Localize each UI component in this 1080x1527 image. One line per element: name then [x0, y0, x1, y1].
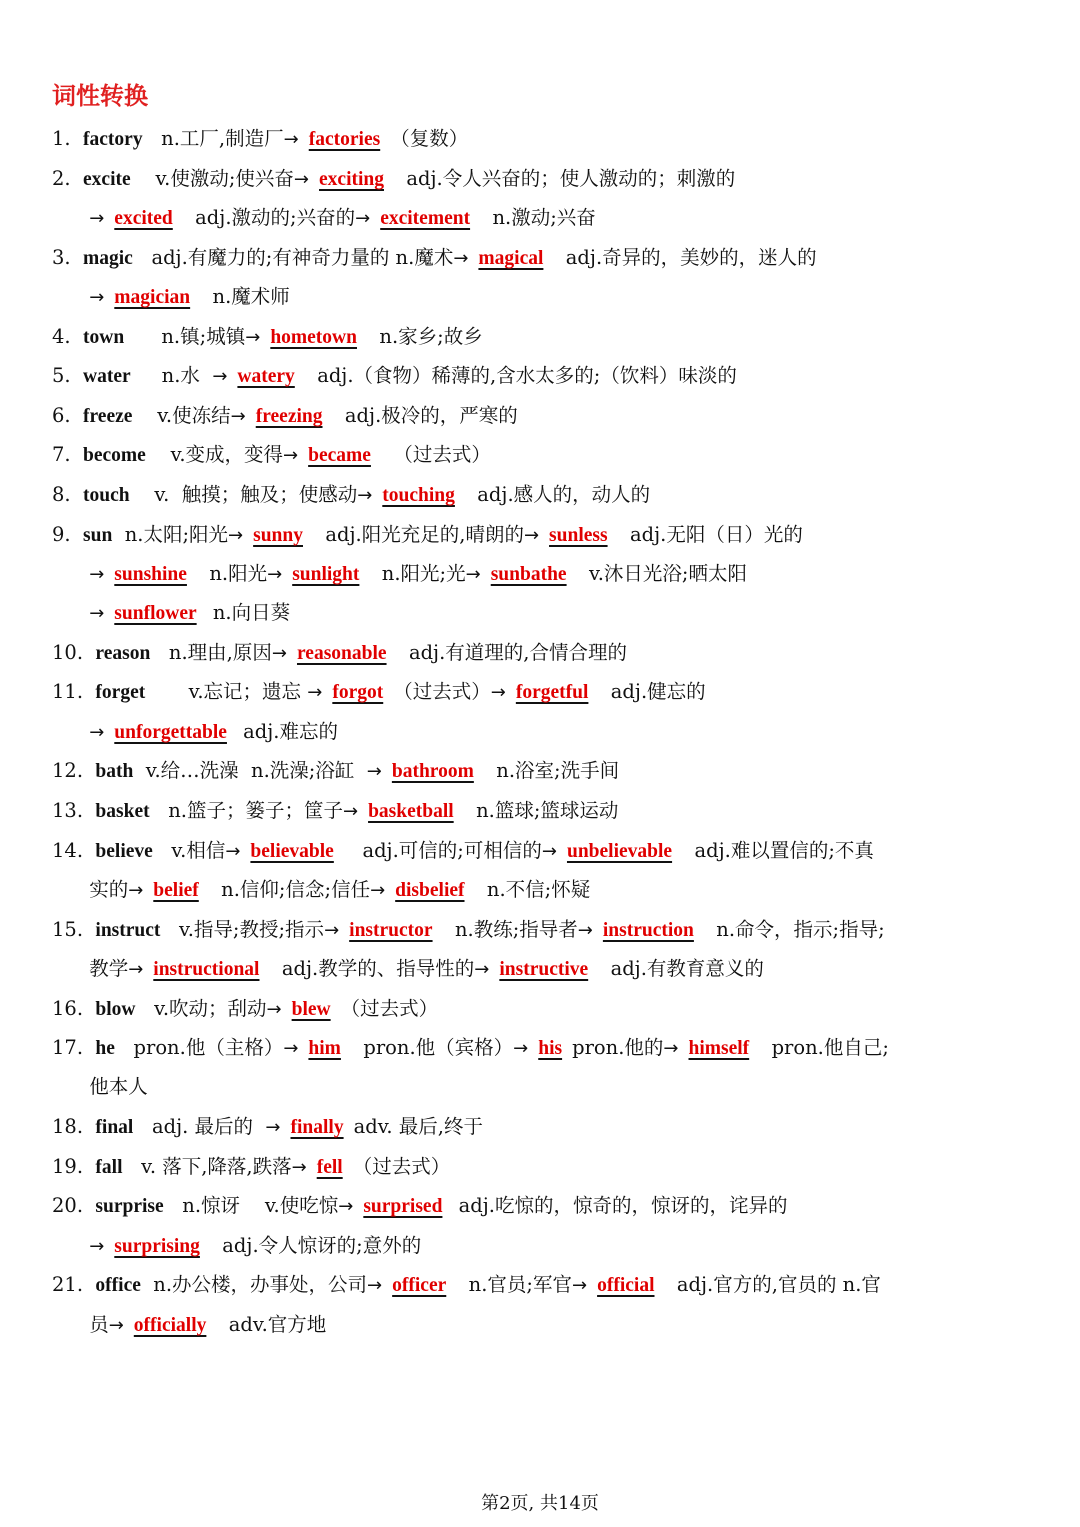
headword: bath [95, 761, 134, 782]
arrow-icon: → [108, 1315, 124, 1336]
answer-word: instruction [602, 920, 694, 941]
arrow-icon: → [490, 682, 506, 703]
line-text: n.惊讶 v.使吃惊 [163, 1194, 339, 1217]
line-text: n.不信;怀疑 [474, 878, 591, 901]
answer-word: surprised [363, 1196, 443, 1217]
headword: sun [83, 525, 113, 546]
answer-word: instructor [349, 920, 433, 941]
arrow-icon: → [283, 129, 299, 150]
answer-word: fell [316, 1157, 343, 1178]
answer-word: disbelief [395, 880, 465, 901]
headword: surprise [95, 1196, 164, 1217]
headword: factory [83, 129, 143, 150]
headword: excite [83, 169, 131, 190]
line-text: （复数） [390, 127, 469, 150]
answer-word: unbelievable [566, 841, 673, 862]
answer-word: instructive [499, 959, 589, 980]
line-text: v.沐日光浴;晒太阳 [576, 562, 747, 585]
answer-word: sunshine [114, 564, 187, 585]
line-text: v.吹动；刮动 [135, 997, 267, 1020]
line-text: 实的 [52, 878, 129, 901]
entry-line [52, 1234, 421, 1259]
entry-line [52, 483, 650, 508]
line-text: adv. 最后,终于 [353, 1115, 484, 1138]
arrow-icon: → [265, 1117, 281, 1138]
answer-word: blew [291, 999, 331, 1020]
headword: water [83, 366, 131, 387]
line-text: 14. [52, 839, 96, 862]
answer-word: sunny [253, 525, 303, 546]
entry-line [52, 1115, 483, 1140]
line-text: adj.令人惊讶的;意外的 [209, 1234, 422, 1257]
headword: he [95, 1038, 115, 1059]
line-text: adj.有教育意义的 [598, 957, 764, 980]
answer-word: forgot [332, 682, 384, 703]
arrow-icon: → [357, 485, 373, 506]
arrow-icon: → [89, 603, 105, 624]
line-text: n.镇;城镇 [124, 325, 246, 348]
line-text: 12. [52, 759, 96, 782]
line-text: n.命令，指示;指导; [703, 918, 885, 941]
line-text: pron.他的 [572, 1036, 664, 1059]
line-text: （过去式） [352, 1155, 451, 1178]
entry-line [52, 1075, 148, 1099]
line-text: v.相信 [152, 839, 226, 862]
line-text: v.使激动;使兴奋 [130, 167, 294, 190]
answer-word: bathroom [391, 761, 474, 782]
arrow-icon: → [225, 841, 241, 862]
line-text: adj.阳光充足的,晴朗的 [313, 523, 524, 546]
entry-line [52, 325, 483, 350]
entry-line [52, 839, 874, 864]
line-text: 18. [52, 1115, 96, 1138]
answer-word: sunlight [292, 564, 360, 585]
entry-line [52, 918, 885, 943]
line-text: n.篮球;篮球运动 [463, 799, 619, 822]
arrow-icon: → [577, 920, 593, 941]
line-text: n.官员;军官 [456, 1273, 572, 1296]
line-text: n.阳光;光 [369, 562, 466, 585]
line-text: pron.他（主格） [114, 1036, 284, 1059]
line-text: adj.健忘的 [598, 680, 706, 703]
line-text: v.使冻结 [132, 404, 231, 427]
line-text: 17. [52, 1036, 96, 1059]
arrow-icon: → [212, 366, 228, 387]
entry-line [52, 799, 618, 824]
answer-word: basketball [368, 801, 454, 822]
line-text: adj.可信的;可相信的 [343, 839, 542, 862]
arrow-icon: → [342, 801, 359, 822]
headword: town [83, 327, 125, 348]
line-text: 15. [52, 918, 96, 941]
entry-line [52, 1155, 450, 1180]
arrow-icon: → [228, 525, 244, 546]
line-text: 8. [52, 483, 84, 506]
line-text: adj.难忘的 [236, 720, 339, 743]
line-text: 3. [52, 246, 84, 269]
answer-word: him [308, 1038, 341, 1059]
page-title: 词性转换 [52, 81, 148, 110]
line-text: 19. [52, 1155, 96, 1178]
line-text: v. 触摸；触及；使感动 [129, 483, 358, 506]
line-text: 4. [52, 325, 84, 348]
answer-word: exciting [319, 169, 384, 190]
arrow-icon: → [230, 406, 246, 427]
headword: final [95, 1117, 134, 1138]
entry-line [52, 720, 338, 745]
headword: office [95, 1275, 141, 1296]
answer-word: officially [133, 1315, 207, 1336]
arrow-icon: → [370, 880, 386, 901]
answer-word: instructional [153, 959, 260, 980]
entry-line [52, 562, 747, 587]
headword: magic [83, 248, 133, 269]
entry-line [52, 206, 596, 231]
arrow-icon: → [89, 1236, 105, 1257]
answer-word: surprising [114, 1236, 200, 1257]
answer-word: sunflower [114, 603, 197, 624]
headword: fall [95, 1157, 123, 1178]
entry-line [52, 997, 438, 1022]
line-text: n.太阳;阳光 [112, 523, 229, 546]
line-text: adj.官方的,官员的 n.官 [664, 1273, 881, 1296]
line-text: n.家乡;故乡 [366, 325, 483, 348]
line-text: v.变成，变得 [145, 443, 284, 466]
arrow-icon: → [366, 761, 382, 782]
line-text: 10. [52, 641, 96, 664]
line-text: 20. [52, 1194, 96, 1217]
answer-word: excitement [380, 208, 471, 229]
line-text: n.向日葵 [206, 601, 291, 624]
answer-word: freezing [255, 406, 323, 427]
line-text: n.教练;指导者 [442, 918, 578, 941]
arrow-icon: → [465, 564, 481, 585]
line-text: 5. [52, 364, 84, 387]
arrow-icon: → [663, 1038, 679, 1059]
arrow-icon: → [513, 1038, 529, 1059]
line-text: n.浴室;洗手间 [483, 759, 620, 782]
entry-line [52, 167, 735, 192]
line-text: adj.难以置信的;不真 [682, 839, 874, 862]
line-text: 11. [52, 680, 96, 703]
arrow-icon: → [89, 564, 105, 585]
line-text: adj.有道理的,合情合理的 [396, 641, 627, 664]
line-text: adj.无阳（日）光的 [617, 523, 803, 546]
entry-line [52, 364, 737, 389]
arrow-icon: → [291, 1157, 307, 1178]
arrow-icon: → [271, 643, 287, 664]
answer-word: unforgettable [114, 722, 227, 743]
line-text: adj.极冷的，严寒的 [332, 404, 518, 427]
answer-word: reasonable [296, 643, 387, 664]
line-text: （过去式） [393, 680, 491, 703]
line-text: v.给…洗澡 n.洗澡;浴缸 [133, 759, 367, 782]
line-text: v.指导;教授;指示 [160, 918, 325, 941]
page-footer: 第2页, 共14页 [481, 1493, 599, 1514]
entry-line [52, 285, 290, 310]
arrow-icon: → [89, 287, 105, 308]
entry-line [52, 443, 491, 468]
line-text: 9. [52, 523, 84, 546]
entry-line [52, 957, 764, 982]
entry-line [52, 1313, 326, 1338]
arrow-icon: → [541, 841, 557, 862]
line-text: 13. [52, 799, 96, 822]
answer-word: finally [290, 1117, 344, 1138]
line-text: adj.教学的、指导性的 [269, 957, 475, 980]
answer-word: sunless [549, 525, 608, 546]
answer-word: excited [114, 208, 173, 229]
line-text: n.办公楼，办事处，公司 [140, 1273, 368, 1296]
line-text: n.激动;兴奋 [480, 206, 596, 229]
arrow-icon: → [324, 920, 340, 941]
line-text [52, 601, 89, 624]
line-text: adj.感人的，动人的 [464, 483, 651, 506]
line-text [52, 562, 89, 585]
arrow-icon: → [267, 564, 283, 585]
line-text: 他本人 [52, 1075, 148, 1098]
entry-line [52, 1194, 788, 1219]
line-text: n.魔术师 [200, 285, 290, 308]
arrow-icon: → [355, 208, 371, 229]
entry-line [52, 878, 590, 903]
line-text: pron.他（宾格） [350, 1036, 514, 1059]
arrow-icon: → [367, 1275, 383, 1296]
line-text: n.篮子；篓子；筐子 [149, 799, 343, 822]
arrow-icon: → [245, 327, 261, 348]
answer-word: factories [308, 129, 381, 150]
arrow-icon: → [89, 208, 105, 229]
answer-word: his [538, 1038, 563, 1059]
arrow-icon: → [453, 248, 469, 269]
arrow-icon: → [523, 525, 540, 546]
entry-line [52, 1273, 881, 1298]
headword: blow [95, 999, 136, 1020]
line-text: adj.有魔力的;有神奇力量的 n.魔术 [132, 246, 454, 269]
line-text: n.工厂,制造厂 [142, 127, 284, 150]
line-text: adj.令人兴奋的；使人激动的；刺激的 [394, 167, 736, 190]
entry-line [52, 1036, 889, 1061]
entry-line [52, 680, 706, 705]
arrow-icon: → [283, 1038, 299, 1059]
entry-line [52, 759, 619, 784]
arrow-icon: → [572, 1275, 588, 1296]
arrow-icon: → [474, 959, 490, 980]
arrow-icon: → [128, 959, 144, 980]
arrow-icon: → [283, 445, 299, 466]
entry-line [52, 246, 817, 271]
headword: basket [95, 801, 150, 822]
line-text: 1. [52, 127, 84, 150]
headword: instruct [95, 920, 161, 941]
arrow-icon: → [89, 722, 105, 743]
answer-word: officer [392, 1275, 447, 1296]
line-text: adj.（食物）稀薄的,含水太多的;（饮料）味淡的 [304, 364, 737, 387]
answer-word: forgetful [515, 682, 589, 703]
line-text: 教学 [52, 957, 129, 980]
line-text: 6. [52, 404, 84, 427]
line-text [52, 285, 89, 308]
line-text: v.忘记；遗忘 [145, 680, 308, 703]
answer-word: believable [250, 841, 334, 862]
headword: forget [95, 682, 146, 703]
line-text: 16. [52, 997, 96, 1020]
answer-word: became [308, 445, 371, 466]
line-text: （过去式） [340, 997, 439, 1020]
answer-word: himself [688, 1038, 750, 1059]
entry-line [52, 641, 627, 666]
arrow-icon: → [338, 1196, 354, 1217]
headword: reason [95, 643, 151, 664]
entry-line [52, 127, 468, 152]
line-text: n.水 [130, 364, 213, 387]
line-text: 21. [52, 1273, 96, 1296]
line-text: n.信仰;信念;信任 [208, 878, 371, 901]
answer-word: magician [114, 287, 191, 308]
arrow-icon: → [293, 169, 310, 190]
line-text: adj.激动的;兴奋的 [182, 206, 356, 229]
entry-line [52, 601, 290, 626]
line-text: n.阳光 [196, 562, 268, 585]
line-text: 7. [52, 443, 84, 466]
answer-word: official [597, 1275, 655, 1296]
line-text: pron.他自己; [759, 1036, 889, 1059]
headword: become [83, 445, 146, 466]
line-text: adj.奇异的，美妙的，迷人的 [553, 246, 817, 269]
arrow-icon: → [266, 999, 282, 1020]
line-text: v. 落下,降落,跌落 [122, 1155, 292, 1178]
arrow-icon: → [128, 880, 144, 901]
arrow-icon: → [307, 682, 323, 703]
answer-word: hometown [270, 327, 357, 348]
entry-line [52, 523, 803, 548]
line-text [52, 720, 89, 743]
line-text: adv.官方地 [216, 1313, 327, 1336]
line-text: 2. [52, 167, 84, 190]
line-text: 员 [52, 1313, 109, 1336]
line-text [52, 1234, 89, 1257]
answer-word: watery [237, 366, 295, 387]
headword: believe [95, 841, 153, 862]
headword: freeze [83, 406, 133, 427]
answer-word: belief [153, 880, 199, 901]
line-text: adj. 最后的 [133, 1115, 266, 1138]
line-text: （过去式） [380, 443, 491, 466]
answer-word: magical [478, 248, 544, 269]
answer-word: sunbathe [490, 564, 567, 585]
headword: touch [83, 485, 130, 506]
line-text [52, 206, 89, 229]
line-text: n.理由,原因 [150, 641, 272, 664]
answer-word: touching [382, 485, 455, 506]
line-text: adj.吃惊的，惊奇的，惊讶的，诧异的 [452, 1194, 788, 1217]
entry-line [52, 404, 518, 429]
